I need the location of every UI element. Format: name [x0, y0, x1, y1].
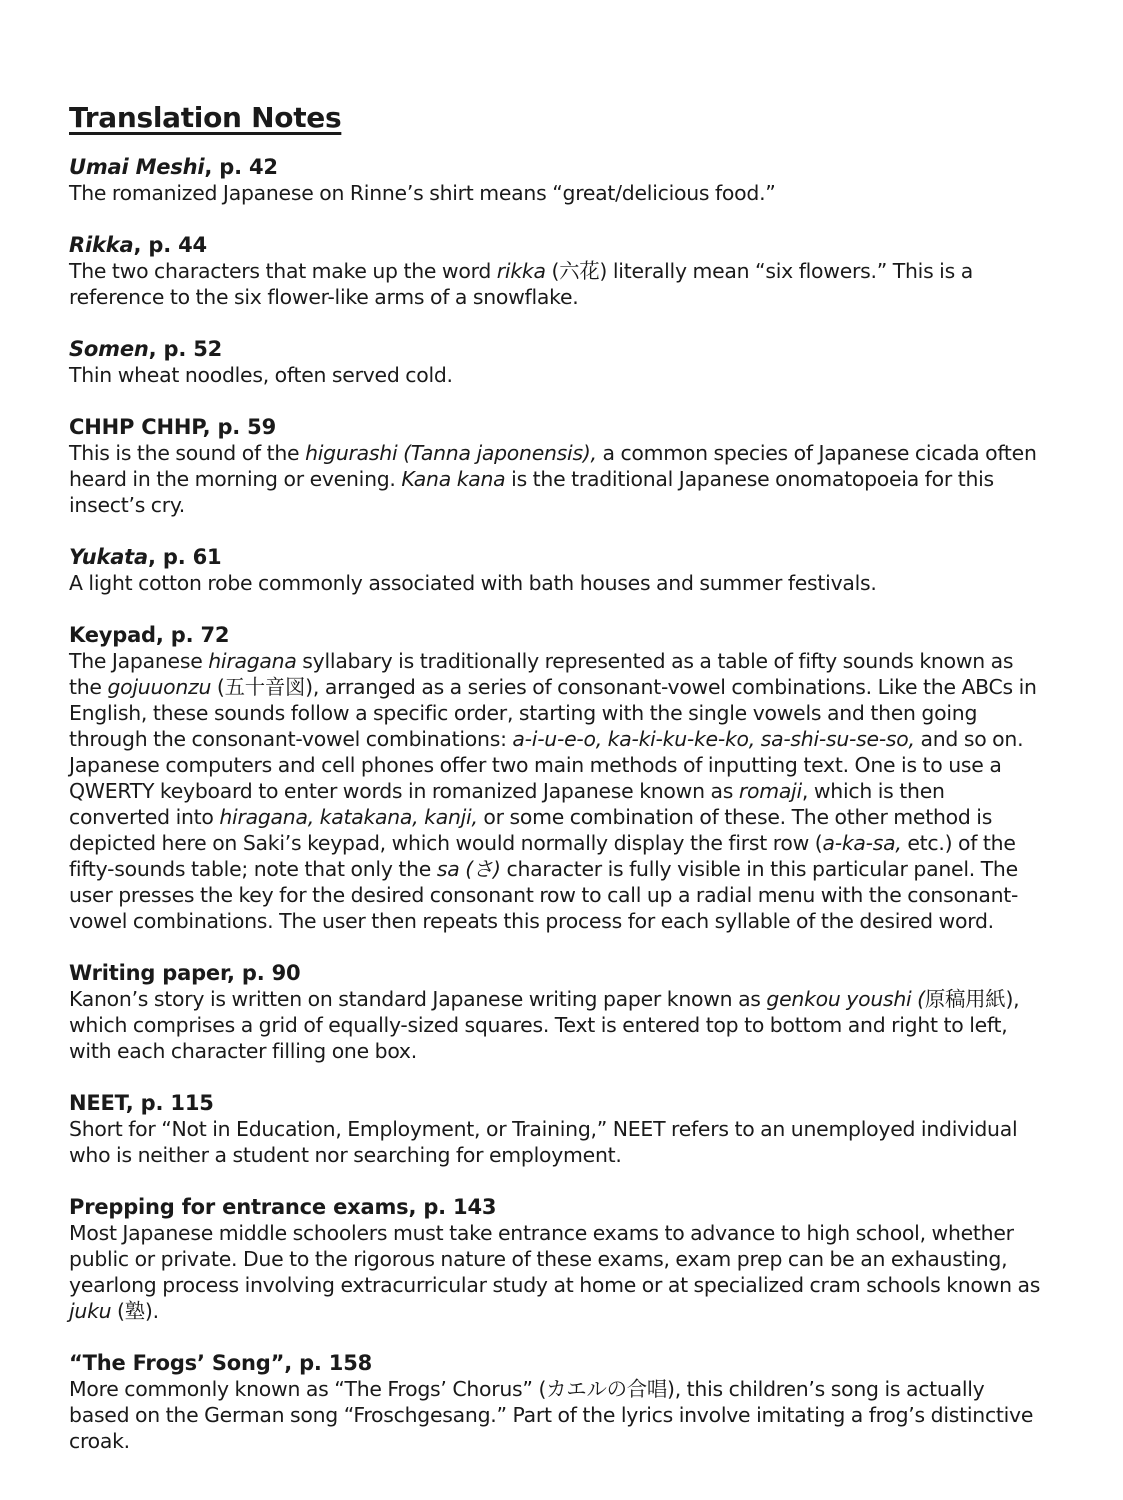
note-page-ref: , p. 59 — [202, 415, 276, 439]
note-body-segment: This is the sound of the — [69, 441, 306, 465]
note-page-ref: , p. 115 — [125, 1091, 214, 1115]
note-entry — [69, 544, 1049, 596]
note-body-segment: A light cotton robe commonly associated with bath houses and summer festivals. — [69, 571, 877, 595]
note-term: CHHP CHHP — [69, 415, 203, 439]
note-body-italic-segment: hiragana — [208, 649, 297, 673]
note-body-segment: More commonly known as “The Frogs’ Chorus” (カエルの合唱), this children’s song is actually based on the German song “Froschgesang.” Part of the lyrics involve imitating a frog’s distinctive croak. — [69, 1377, 1034, 1453]
note-body-italic-segment: higurashi (Tanna japonensis), — [305, 441, 597, 465]
note-body-italic-segment: gojuuonzu — [107, 675, 212, 699]
note-term: Umai Meshi — [69, 155, 205, 179]
note-body-italic-segment: sa (さ) — [436, 857, 501, 881]
note-heading — [69, 1350, 1049, 1376]
notes-list — [69, 154, 1049, 1454]
note-heading — [69, 154, 1049, 180]
note-term: NEET — [69, 1091, 126, 1115]
note-entry — [69, 1090, 1049, 1168]
note-body-segment: (塾). — [111, 1299, 159, 1323]
note-body — [69, 1220, 1049, 1324]
note-body-segment: Thin wheat noodles, often served cold. — [69, 363, 453, 387]
note-heading — [69, 1090, 1049, 1116]
note-page-ref: , p. 143 — [408, 1195, 497, 1219]
note-body-italic-segment: hiragana, katakana, kanji, — [219, 805, 478, 829]
note-heading — [69, 544, 1049, 570]
note-body — [69, 180, 1049, 206]
note-heading — [69, 414, 1049, 440]
note-heading — [69, 960, 1049, 986]
note-body — [69, 440, 1049, 518]
note-heading — [69, 1194, 1049, 1220]
note-entry — [69, 154, 1049, 206]
note-page-ref: , p. 61 — [148, 545, 222, 569]
note-term: Prepping for entrance exams — [69, 1195, 409, 1219]
note-entry — [69, 232, 1049, 310]
note-body-segment: is the traditional Japanese onomatopoeia for this insect’s cry. — [69, 467, 994, 517]
note-entry — [69, 622, 1049, 934]
note-term: Writing paper — [69, 961, 228, 985]
note-body — [69, 362, 1049, 388]
note-body — [69, 1116, 1049, 1168]
note-body — [69, 570, 1049, 596]
note-body — [69, 258, 1049, 310]
note-body-segment: (五十音図), arranged as a series of consonant-vowel combinations. Like the ABCs in English, these sounds follow a specific order, starting with the single vowels and then going through the consonant-vowel combinations: — [69, 675, 1037, 751]
note-body — [69, 1376, 1049, 1454]
note-term: Yukata — [69, 545, 148, 569]
note-body-segment: (六花) literally mean “six flowers.” This is a reference to the six flower-like arms of a snowflake. — [69, 259, 973, 309]
note-entry — [69, 960, 1049, 1064]
note-body-segment: Kanon’s story is written on standard Japanese writing paper known as — [69, 987, 767, 1011]
note-body-segment: The Japanese — [69, 649, 209, 673]
note-body-italic-segment: Kana kana — [401, 467, 506, 491]
note-page-ref: , p. 44 — [133, 233, 207, 257]
note-body-segment: The two characters that make up the word — [69, 259, 497, 283]
note-term: Somen — [69, 337, 149, 361]
note-body-segment: The romanized Japanese on Rinne’s shirt means “great/delicious food.” — [69, 181, 776, 205]
note-body — [69, 648, 1049, 934]
note-body-italic-segment: juku — [69, 1299, 112, 1323]
note-body-italic-segment: a-i-u-e-o, ka-ki-ku-ke-ko, sa-shi-su-se-so, — [512, 727, 915, 751]
note-body-segment: , which is then converted into — [69, 779, 945, 829]
note-heading — [69, 336, 1049, 362]
note-heading — [69, 622, 1049, 648]
note-term: “The Frogs’ Song” — [69, 1351, 285, 1375]
note-page-ref: , p. 90 — [227, 961, 301, 985]
note-body-segment: Most Japanese middle schoolers must take entrance exams to advance to high school, whether public or private. Due to the rigorous nature of these exams, exam prep can be an exhausting, yearlong process involving extracurricular study at home or at specialized cram schools known as — [69, 1221, 1041, 1297]
note-body-segment: 原稿用紙), which comprises a grid of equally-sized squares. Text is entered top to bottom and right to left, with each character filling one box. — [69, 987, 1020, 1063]
note-body-italic-segment: romaji — [738, 779, 802, 803]
note-body-segment: Short for “Not in Education, Employment, or Training,” NEET refers to an unemployed individual who is neither a student nor searching for employment. — [69, 1117, 1018, 1167]
note-body — [69, 986, 1049, 1064]
note-page-ref: , p. 42 — [204, 155, 278, 179]
note-entry — [69, 336, 1049, 388]
note-entry — [69, 1194, 1049, 1324]
note-heading — [69, 232, 1049, 258]
note-body-segment: and so on. Japanese computers and cell phones offer two main methods of inputting text. One is to use a QWERTY keyboard to enter words in romanized Japanese known as — [69, 727, 1024, 803]
note-entry — [69, 1350, 1049, 1454]
note-body-italic-segment: a-ka-sa, — [822, 831, 902, 855]
note-page-ref: , p. 52 — [148, 337, 223, 361]
note-body-segment: a common species of Japanese cicada often heard in the morning or evening. — [69, 441, 1037, 491]
document-page — [69, 98, 1049, 1480]
note-body-segment: etc.) of the fifty-sounds table; note that only the — [69, 831, 1016, 881]
note-body-segment: character is fully visible in this particular panel. The user presses the key for the desired consonant row to call up a radial menu with the consonant-vowel combinations. The user then repeats this process for each syllable of the desired word. — [69, 857, 1019, 933]
note-entry — [69, 414, 1049, 518]
note-body-italic-segment: genkou youshi ( — [766, 987, 925, 1011]
note-body-italic-segment: rikka — [496, 259, 546, 283]
note-page-ref: , p. 158 — [284, 1351, 373, 1375]
page-title: Translation Notes — [69, 101, 342, 134]
note-term: Keypad — [69, 623, 156, 647]
note-term: Rikka — [69, 233, 134, 257]
note-page-ref: , p. 72 — [155, 623, 230, 647]
note-body-segment: or some combination of these. The other method is depicted here on Saki’s keypad, which would normally display the first row ( — [69, 805, 993, 855]
note-body-segment: syllabary is traditionally represented as a table of fifty sounds known as the — [69, 649, 1014, 699]
